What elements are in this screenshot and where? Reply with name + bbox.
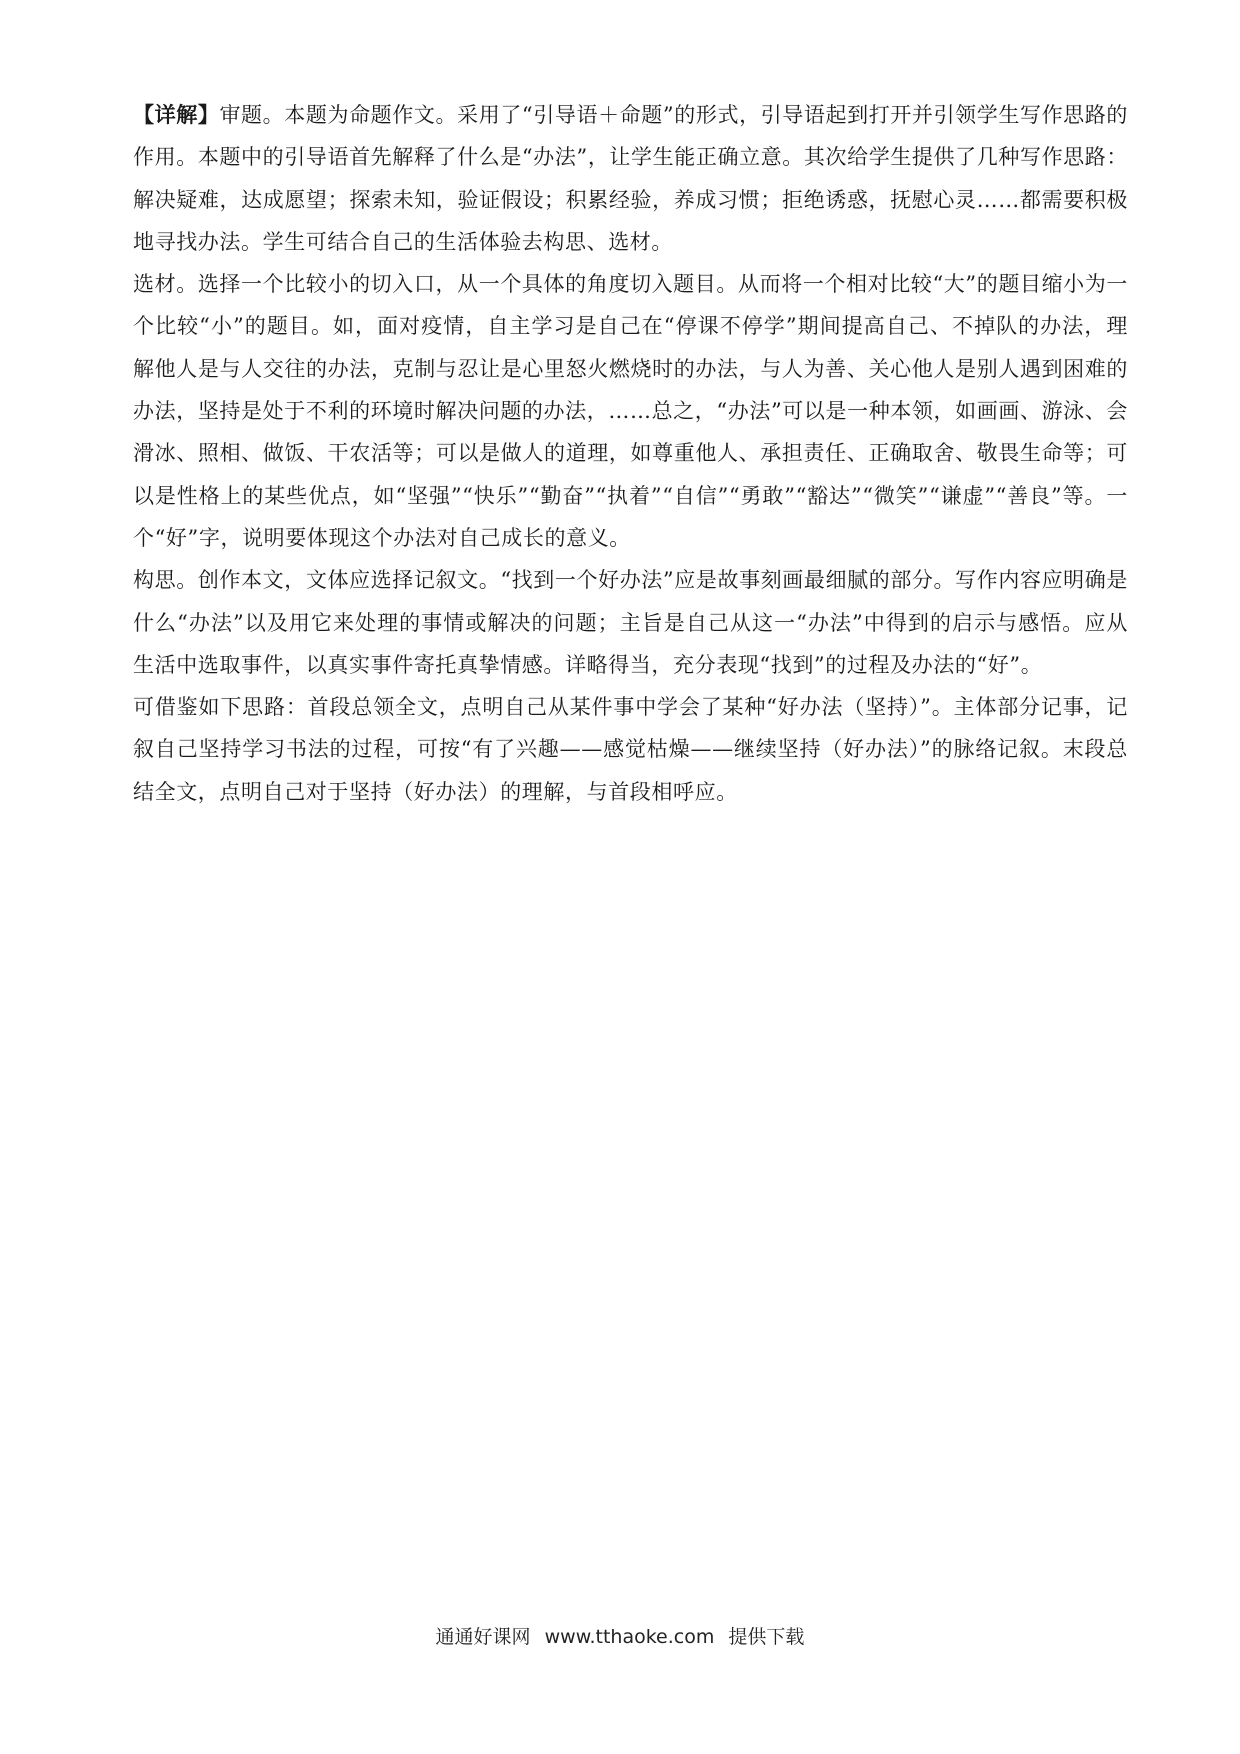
- paragraph-review-text: 审题。本题为命题作文。采用了“引导语＋命题”的形式，引导语起到打开并引领学生写作思路的作用。本题中的引导语首先解释了什么是“办法”，让学生能正确立意。其次给学生提供了几种写作思路：解决疑难，达成愿望；探索未知，验证假设；积累经验，养成习惯；拒绝诱惑，抚慰心灵……都需要积极地寻找办法。学生可结合自己的生活体验去构思、选材。: [133, 103, 1128, 254]
- paragraph-conception: 构思。创作本文，文体应选择记叙文。“找到一个好办法”应是故事刻画最细腻的部分。写作内容应明确是什么“办法”以及用它来处理的事情或解决的问题；主旨是自己从这一“办法”中得到的启示与感悟。应从生活中选取事件，以真实事件寄托真挚情感。详略得当，充分表现“找到”的过程及办法的“好”。: [133, 568, 1128, 677]
- paragraph-review: [133, 94, 1128, 263]
- paragraph-material: 选材。选择一个比较小的切入口，从一个具体的角度切入题目。从而将一个相对比较“大”的题目缩小为一个比较“小”的题目。如，面对疫情，自主学习是自己在“停课不停学”期间提高自己、不掉队的办法，理解他人是与人交往的办法，克制与忍让是心里怒火燃烧时的办法，与人为善、关心他人是别人遇到困难的办法，坚持是处于不利的环境时解决问题的办法，……总之，“办法”可以是一种本领，如画画、游泳、会滑冰、照相、做饭、干农活等；可以是做人的道理，如尊重他人、承担责任、正确取舍、敬畏生命等；可以是性格上的某些优点，如“坚强”“快乐”“勤奋”“执着”“自信”“勇敢”“豁达”“微笑”“谦虚”“善良”等。一个“好”字，说明要体现这个办法对自己成长的意义。: [133, 272, 1128, 550]
- detail-label: 【详解】: [133, 102, 220, 127]
- paragraph-outline: 可借鉴如下思路：首段总领全文，点明自己从某件事中学会了某种“好办法（坚持）”。主体部分记事，记叙自己坚持学习书法的过程，可按“有了兴趣——感觉枯燥——继续坚持（好办法）”的脉络记叙。末段总结全文，点明自己对于坚持（好办法）的理解，与首段相呼应。: [133, 695, 1128, 804]
- footer-suffix: 提供下载: [728, 1626, 805, 1648]
- document-body: [133, 94, 1128, 813]
- footer-site-name: 通通好课网: [435, 1626, 531, 1648]
- page-footer: [0, 1622, 1240, 1649]
- footer-url[interactable]: www.tthaoke.com: [544, 1626, 715, 1648]
